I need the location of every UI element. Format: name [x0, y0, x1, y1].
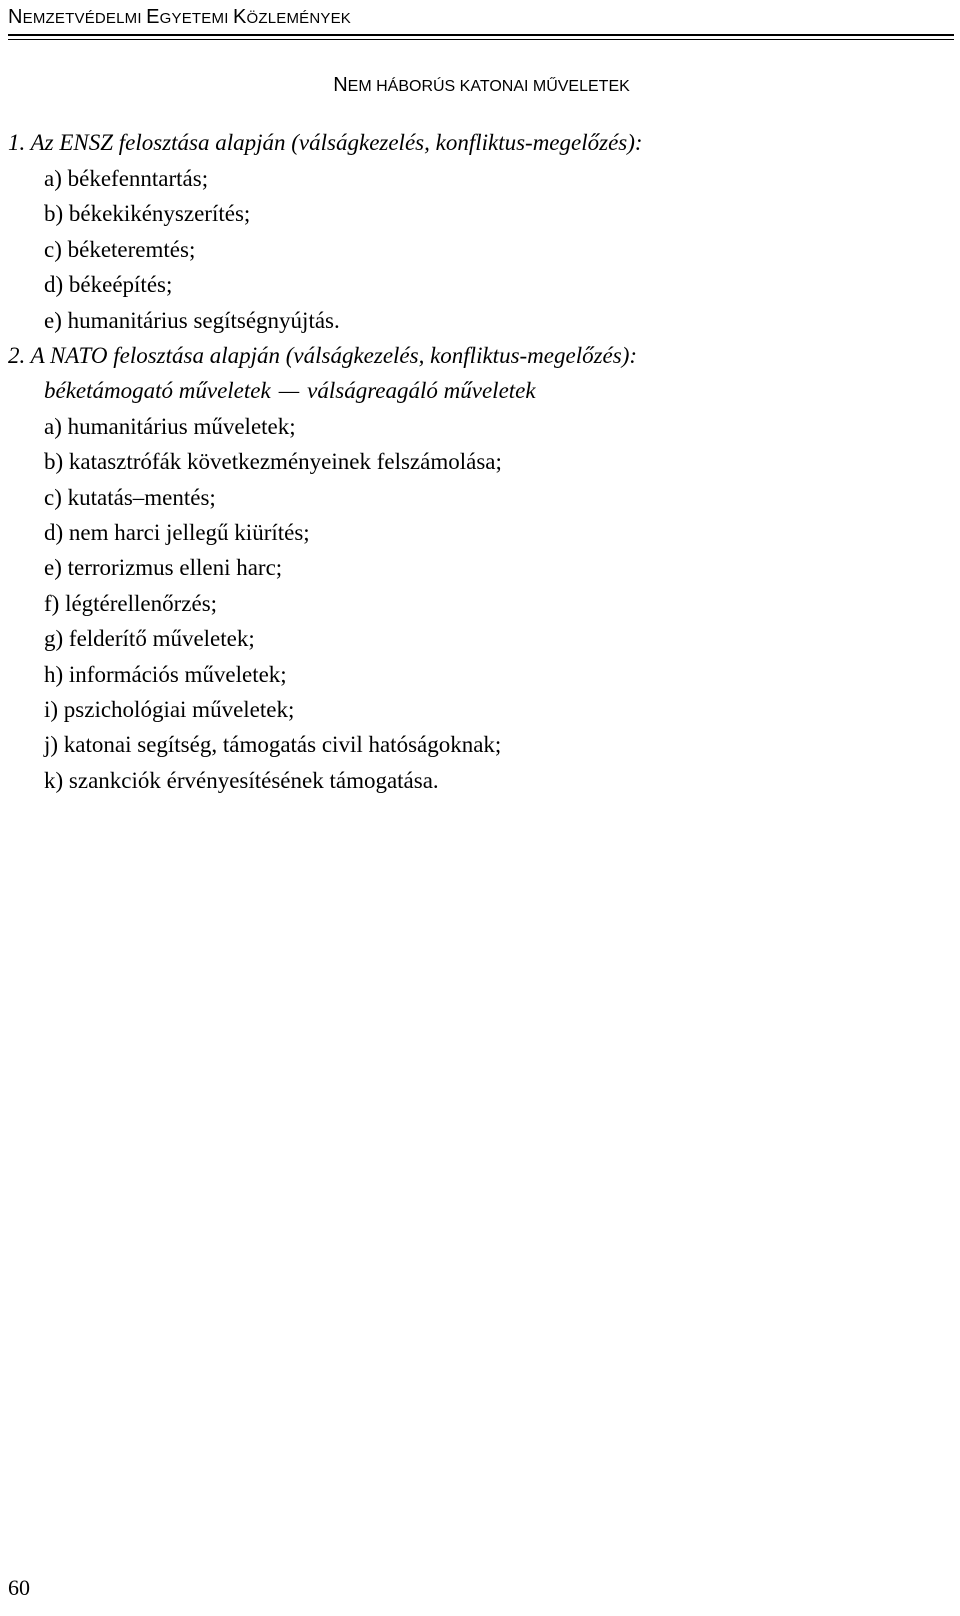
- subheading-left: béketámogató műveletek: [44, 378, 271, 403]
- running-header-part: ÖZLEMÉNYEK: [246, 10, 352, 27]
- list-item: i) pszichológiai műveletek;: [44, 697, 295, 722]
- list-item: a) humanitárius műveletek;: [44, 414, 296, 439]
- header-rule: [8, 34, 954, 36]
- list1-heading: 1. Az ENSZ felosztása alapján (válságkezelés, konfliktus-megelőzés):: [8, 130, 643, 155]
- list-item: d) békeépítés;: [44, 272, 173, 297]
- running-header-part: N: [8, 6, 23, 28]
- list-item: b) katasztrófák következményeinek felszámolása;: [44, 449, 502, 474]
- running-header-part: E: [146, 6, 160, 28]
- list-item: h) információs műveletek;: [44, 662, 287, 687]
- list-item: j) katonai segítség, támogatás civil hatóságoknak;: [44, 732, 502, 757]
- list-item: a) békefenntartás;: [44, 166, 209, 191]
- list2-heading: 2. A NATO felosztása alapján (válságkezelés, konfliktus-megelőzés):: [8, 343, 638, 368]
- list-item: g) felderítő műveletek;: [44, 626, 255, 651]
- section-title-part: N: [333, 74, 348, 96]
- subheading-dash: —: [278, 378, 300, 403]
- list-item: c) kutatás–mentés;: [44, 485, 216, 510]
- running-header-part: K: [232, 6, 247, 28]
- subheading-right: válságreagáló műveletek: [307, 378, 536, 403]
- running-header-part: EMZETVÉDELMI: [22, 10, 147, 27]
- list-item: b) békekikényszerítés;: [44, 201, 251, 226]
- list-item: f) légtérellenőrzés;: [44, 591, 218, 616]
- running-header: [8, 4, 351, 32]
- list-item: c) béketeremtés;: [44, 237, 196, 262]
- section-title-part: EM HÁBORÚS KATONAI MŰVELETEK: [347, 78, 630, 95]
- page-number: 60: [8, 1575, 30, 1600]
- list-item: e) humanitárius segítségnyújtás.: [44, 308, 340, 333]
- list-item: k) szankciók érvényesítésének támogatása.: [44, 768, 439, 793]
- section-title: [0, 74, 960, 97]
- list-item: e) terrorizmus elleni harc;: [44, 555, 283, 580]
- header-rule-thin: [8, 39, 954, 40]
- list2-subheading: [44, 377, 536, 405]
- running-header-part: GYETEMI: [159, 10, 233, 27]
- list-item: d) nem harci jellegű kiürítés;: [44, 520, 310, 545]
